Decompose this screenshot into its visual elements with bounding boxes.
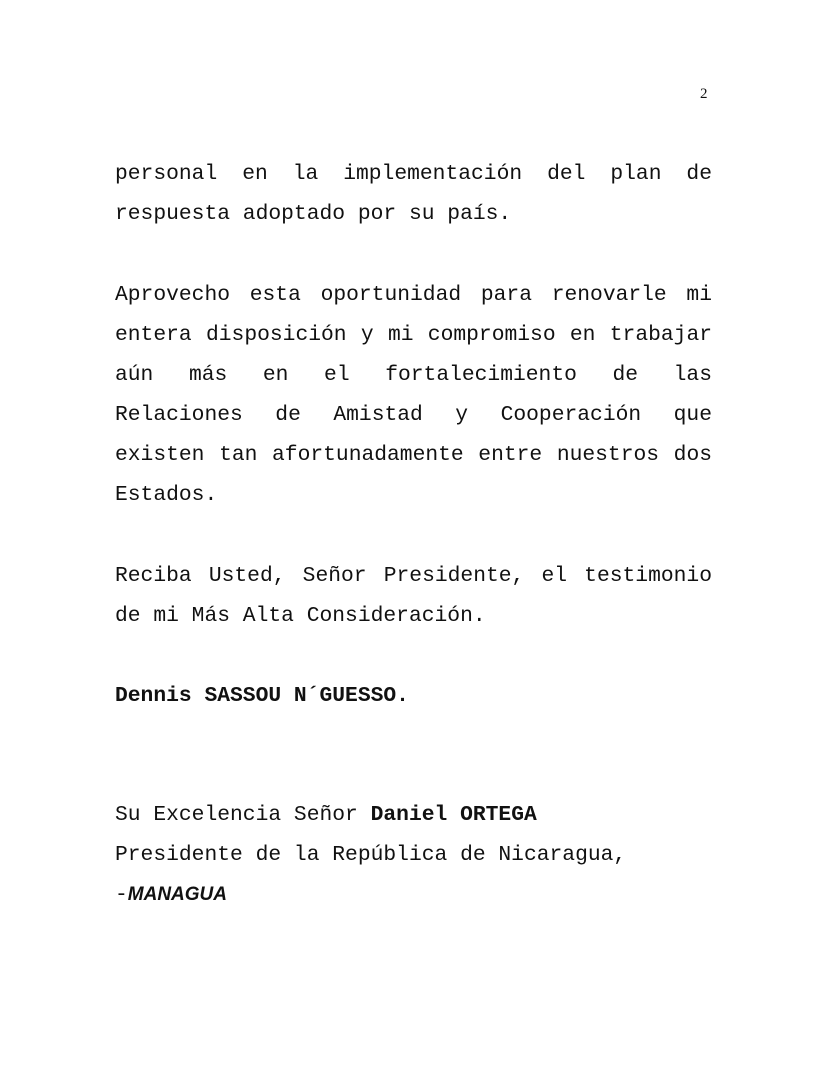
recipient-salutation: Su Excelencia Señor: [115, 803, 358, 827]
signature-name: Dennis SASSOU N´GUESSO.: [115, 684, 409, 708]
letter-paragraph-3: Reciba Usted, Señor Presidente, el testimonio de mi Más Alta Consideración.: [115, 564, 712, 628]
letter-paragraph-1: personal en la implementación del plan de respuesta adoptado por su país.: [115, 162, 712, 226]
recipient-line-1: [115, 795, 712, 835]
recipient-title: Presidente de la República de Nicaragua,: [115, 843, 627, 867]
page-number: 2: [700, 86, 708, 102]
recipient-dash: -: [115, 883, 128, 907]
letter-paragraph-2: Aprovecho esta oportunidad para renovarle mi entera disposición y mi compromiso en trabajar aún más en el fortalecimiento de las Relaciones de Amistad y Cooperación que existen tan afortunadamente entre nuestros dos Estados.: [115, 283, 712, 507]
recipient-city: MANAGUA: [127, 884, 227, 905]
recipient-name: Daniel ORTEGA: [370, 803, 537, 827]
recipient-line-3: [115, 875, 712, 915]
recipient-address: [115, 795, 712, 915]
